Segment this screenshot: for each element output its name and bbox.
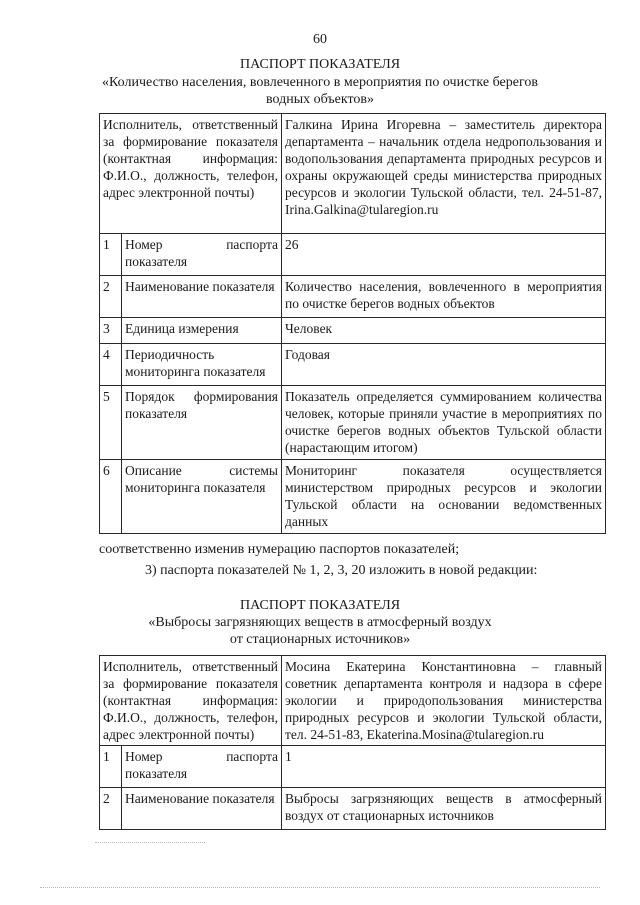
row-value: Годовая [282, 344, 606, 386]
row-number: 6 [100, 460, 122, 534]
row-number: 4 [100, 344, 122, 386]
passport-2-subtitle-line-1: «Выбросы загрязняющих веществ в атмосферный воздух [148, 615, 492, 630]
row-number: 1 [100, 746, 122, 788]
passport-1-subtitle-line-1: «Количество населения, вовлеченного в мероприятия по очистке берегов [102, 75, 538, 90]
row-value: 26 [282, 234, 606, 276]
table-row [100, 746, 606, 788]
table-row [100, 460, 606, 534]
row-label: Номер паспорта показателя [122, 746, 282, 788]
row-value: Показатель определяется суммированием количества человек, которые приняли участие в мероприятиях по очистке берегов водных объектов Тульской области (нарастающим итогом) [282, 386, 606, 460]
passport-1-subtitle-line-2: водных объектов» [265, 92, 375, 107]
row-number: 1 [100, 234, 122, 276]
scan-artifact [95, 842, 205, 843]
row-value: 1 [282, 746, 606, 788]
passport-1-heading: ПАСПОРТ ПОКАЗАТЕЛЯ [239, 57, 401, 72]
scan-artifact [40, 887, 600, 888]
row-number: 3 [100, 318, 122, 344]
table-row [100, 318, 606, 344]
body-text-line-2: 3) паспорта показателей № 1, 2, 3, 20 изложить в новой редакции: [145, 563, 538, 578]
executor-row [100, 656, 606, 746]
executor-label: Исполнитель, ответственный за формирование показателя (контактная информация: Ф.И.О., должность, телефон, адрес электронной почты) [100, 656, 282, 746]
executor-value: Мосина Екатерина Константиновна – главный советник департамента контроля и надзора в сфере экологии и природопользования министерства природных ресурсов и экологии Тульской области, тел. 24-51-83, Ekaterina.Mosina@tularegion.ru [282, 656, 606, 746]
row-label: Номер паспорта показателя [122, 234, 282, 276]
row-label: Единица измерения [122, 318, 282, 344]
executor-label: Исполнитель, ответственный за формирование показателя (контактная информация: Ф.И.О., должность, телефон, адрес электронной почты) [100, 114, 282, 234]
table-row [100, 788, 606, 830]
row-label: Описание системы мониторинга показателя [122, 460, 282, 534]
passport-2-table [99, 655, 606, 830]
row-value: Количество населения, вовлеченного в мероприятия по очистке берегов водных объектов [282, 276, 606, 318]
passport-2-subtitle-line-2: от стационарных источников» [229, 632, 411, 647]
page-number: 60 [313, 32, 327, 47]
table-row [100, 276, 606, 318]
row-label: Периодичность мониторинга показателя [122, 344, 282, 386]
row-label: Порядок формирования показателя [122, 386, 282, 460]
executor-row [100, 114, 606, 234]
row-number: 2 [100, 788, 122, 830]
body-text-line-1: соответственно изменив нумерацию паспортов показателей; [99, 542, 460, 557]
passport-1-table [99, 113, 606, 534]
table-row [100, 344, 606, 386]
row-value: Выбросы загрязняющих веществ в атмосферный воздух от стационарных источников [282, 788, 606, 830]
executor-value: Галкина Ирина Игоревна – заместитель директора департамента – начальник отдела недропользования и водопользования департамента природных ресурсов и охраны окружающей среды министерства природных ресурсов и экологии Тульской области, тел. 24-51-87, Irina.Galkina@tularegion.ru [282, 114, 606, 234]
row-number: 2 [100, 276, 122, 318]
row-label: Наименование показателя [122, 276, 282, 318]
table-row [100, 386, 606, 460]
row-value: Человек [282, 318, 606, 344]
row-label: Наименование показателя [122, 788, 282, 830]
row-value: Мониторинг показателя осуществляется министерством природных ресурсов и экологии Тульской области на основании ведомственных данных [282, 460, 606, 534]
passport-2-heading: ПАСПОРТ ПОКАЗАТЕЛЯ [239, 598, 401, 613]
row-number: 5 [100, 386, 122, 460]
table-row [100, 234, 606, 276]
